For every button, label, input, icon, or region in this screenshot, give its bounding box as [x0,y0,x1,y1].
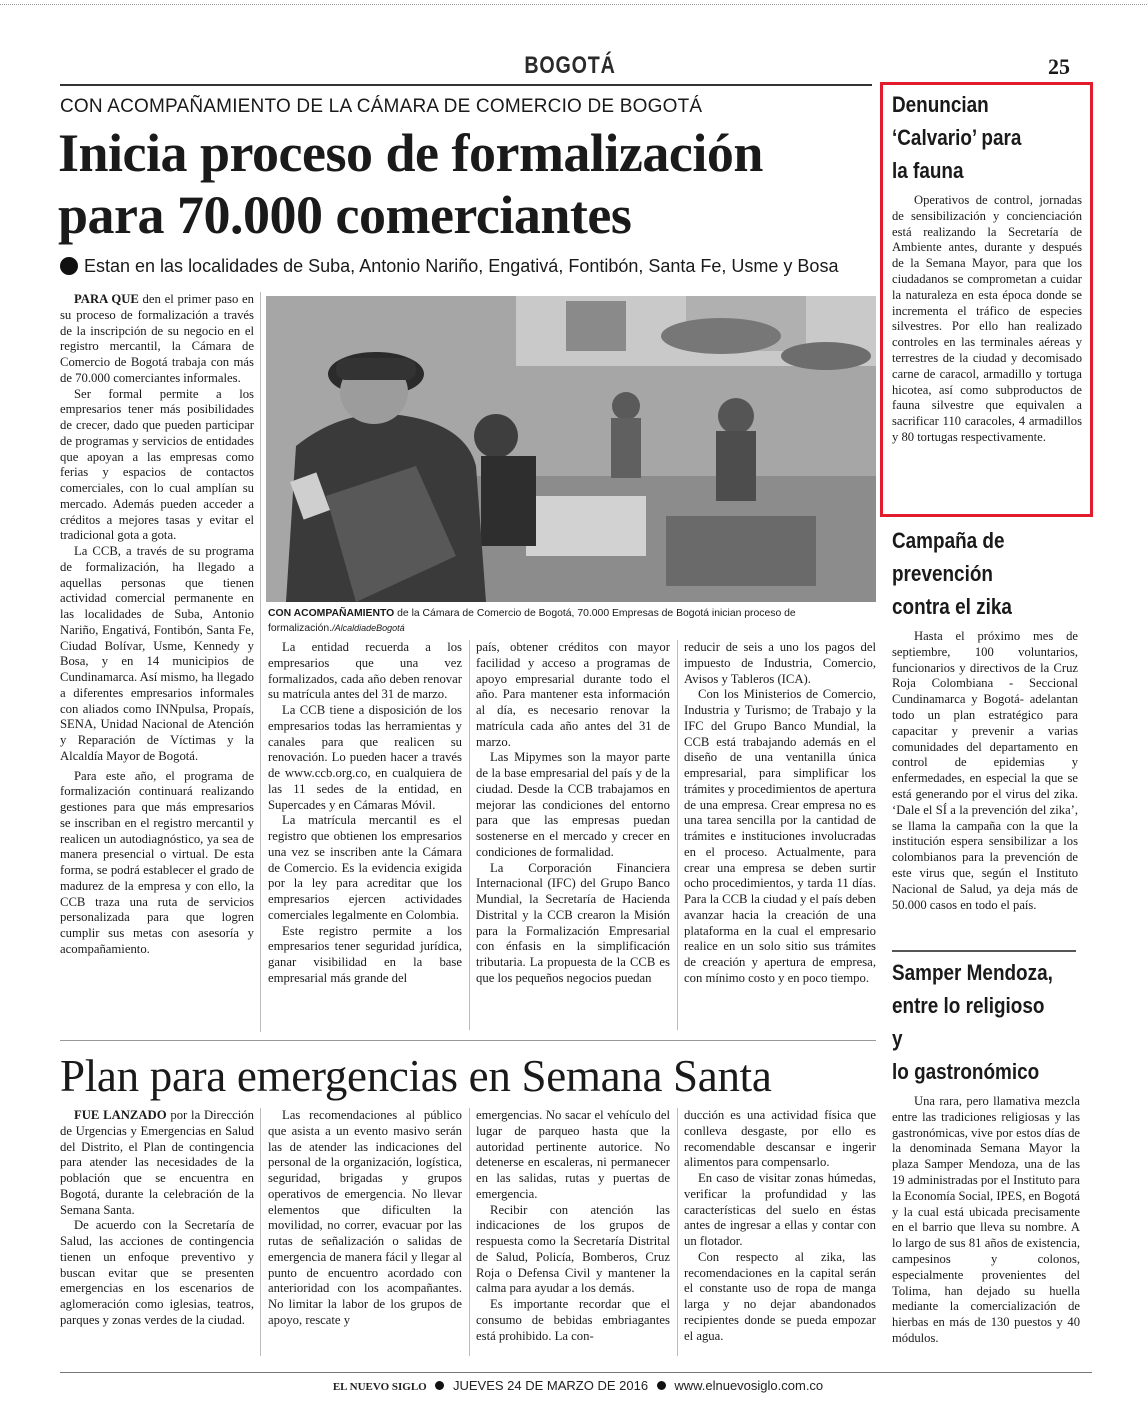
main-article-column-2 [268,640,462,987]
bullet-icon [435,1381,444,1390]
column-divider [469,1108,470,1356]
paragraph: La entidad recuerda a los empresarios que una vez formalizados, cada año deben renovar su matrícula antes del 31 de marzo. [268,640,462,702]
column-divider [677,1108,678,1356]
website-url: www.elnuevosiglo.com.co [674,1378,824,1393]
top-edge-rule [0,4,1147,5]
paragraph: La Corporación Financiera Internacional (IFC) del Grupo Banco Mundial, la Secretaría de Hacienda Distrital y la CCB crearon la Misión para la Formalización Empresarial con énfasis en la simplificación tributaria. La propuesta de la CCB es que los pequeños negocios puedan [476,860,670,985]
photo-caption [268,606,874,636]
article-separator [60,1040,876,1041]
paragraph: país, obtener créditos con mayor facilidad y acceso a programas de apoyo empresarial durante todo el año. Para mantener esta información al día, es necesario renovar la matrícula cada año antes del 31 de marzo. [476,640,670,749]
paragraph: Ser formal permite a los empresarios tener más posibilidades de crecer, dado que pueden participar de programas y servicios de entidades que apoyan a las empresas como ferias y espacios de contactos comerciales, con lo cual amplían su mercado. Además pueden acceder a créditos a mejores tasas y evitar el tradicional gota a gota. [60,386,254,543]
subhead-text: Estan en las localidades de Suba, Antonio Nariño, Engativá, Fontibón, Santa Fe, Usme y Bosa [84,256,839,276]
paragraph: De acuerdo con la Secretaría de Salud, las acciones de contingencia tienen un enfoque preventivo y buscan evitar que se presenten emergencias en los escenarios de aglomeración como iglesias, teatros, parques y zonas verdes de la ciudad. [60,1218,254,1327]
paragraph: PARA QUE den el primer paso en su proceso de formalización a través de la inscripción de su negocio en el registro mercantil, la Cámara de Comercio de Bogotá trabaja con más de 70.000 comerciantes informales. [60,292,254,385]
paragraph: FUE LANZADO por la Dirección de Urgencias y Emergencias en Salud del Distrito, el Plan de contingencia para atender las necesidades de la población que se encuentra en Bogotá, durante la celebración de la Semana Santa. [60,1108,254,1217]
paragraph: Para este año, el programa de formalización continuará realizando gestiones para que más empresarios se inscriban en el registro mercantil y realicen un autodiagnóstico, ya sea de manera presencial o virtual. De esta forma, se podrá establecer el grado de madurez de la empresa y con ello, la CCB traza una ruta de servicios personalizada para que logren cumplir sus metas con asesoría y acompañamiento. [60,768,254,956]
sidebar-story-body: Una rara, pero llamativa mezcla entre las tradiciones religiosas y las gastronómicas, vive por estos días de la denominada Semana Mayor la plaza Samper Mendoza, una de las 19 administradas por el Instituto para la Economía Social, IPES, en Bogotá y la cual está ubicada precisamente en el barrio que lleva su nombre. A lo largo de sus 81 años de existencia, campesinos y colonos, especialmente provenientes del Tolima, han dejado su huella mediante la comercialización de hierbas en más de 130 puestos y 40 módulos. [892,1094,1080,1345]
second-article-headline: Plan para emergencias en Semana Santa [60,1051,772,1101]
sidebar-rule [892,950,1076,952]
lead-in: PARA QUE [74,292,139,306]
main-article-column-3 [476,640,670,987]
market-photo [266,296,876,602]
sidebar-story-samper-mendoza [892,956,1080,1347]
page-number: 25 [1048,54,1070,79]
footer-rule [60,1372,1092,1373]
column-divider [260,1108,261,1356]
bullet-icon [657,1381,666,1390]
newspaper-brand: EL NUEVO SIGLO [332,1381,427,1393]
second-article-column-4 [684,1108,876,1344]
paragraph: Con respecto al zika, las recomendaciones en la capital serán el constante uso de ropa de manga larga y no dejar abandonados recipientes donde se pueda empozar el agua. [684,1249,876,1343]
caption-lead: CON ACOMPAÑAMIENTO [268,608,395,619]
sidebar-story-body: Hasta el próximo mes de septiembre, 100 voluntarios, funcionarios y directivos de la Cruz Roja Colombiana - Seccional Cundinamarca y Bogotá- adelantan todo un plan estratégico para capacitar y prevenir a varias comunidades del departamento en control de epidemias y enfermedades, en especial la que se está generando por el virus del zika. ‘Dale el SÍ a la prevención del zika’, se llama la campaña con la que la institución espera sensibilizar a los colombianos para la prevención de este virus que, según el Instituto Nacional de Salud, ya deja más de 50.000 casos en todo el país. [892,629,1078,912]
paragraph: Las Mipymes son la mayor parte de la base empresarial del país y de la ciudad. Desde la CCB trabajamos en mejorar las condiciones del entorno para que las empresas puedan sostenerse en el mercado y crecer en condiciones de formalidad. [476,750,670,859]
header-rule [60,84,872,86]
main-article-column-1 [60,292,254,958]
lead-in: FUE LANZADO [74,1108,167,1122]
column-divider [260,292,261,1032]
sidebar-story-body: Operativos de control, jornadas de sensibilización y concienciación está realizando la Secretaría de Ambiente antes, durante y después de la Semana Mayor, para que los ciudadanos se comprometan a cuidar la naturaleza en esta época donde se incrementa el tráfico de especies silvestres. Por ello han realizado controles en las terminales aéreas y terrestres de la ciudad y decomisado carne de caracol, armadillo y tortuga hicotea, así como subproductos de fauna silvestre que equivalen a sacrificar 110 caracoles, 4 armadillos y 80 tortugas respectivamente. [892,193,1082,444]
sidebar-story-title: Denuncian ‘Calvario’ para la fauna [892,92,1022,183]
main-article-kicker: CON ACOMPAÑAMIENTO DE LA CÁMARA DE COMERCIO DE BOGOTÁ [60,96,703,117]
sidebar-story-title: Samper Mendoza, entre lo religioso y lo gastronómico [892,960,1053,1084]
paragraph: Es importante recordar que el consumo de bebidas embriagantes está prohibido. La con- [476,1297,670,1343]
publication-date: JUEVES 24 DE MARZO DE 2016 [452,1378,649,1393]
second-article-column-2 [268,1108,462,1329]
main-article-headline [58,122,888,246]
main-article-column-4 [684,640,876,987]
bullet-icon [60,257,78,275]
paragraph: La matrícula mercantil es el registro que obtienen los empresarios una vez se inscriben ante la Cámara de Comercio. Es la evidencia exigida por la ley para acreditar que los empresarios ejercen actividades comerciales legalmente en Colombia. [268,813,462,922]
paragraph: Con los Ministerios de Comercio, Industria y Turismo; de Trabajo y la IFC del Grupo Banco Mundial, la CCB está trabajando además en el diseño de una ventanilla única empresarial, para simplificar los trámites y procedimientos de apertura de una empresa. Crear empresa no es una tarea sencilla por la cantidad de trámites e instituciones involucradas en el proceso. Actualmente, para crear una empresa se deben surtir ocho procedimientos, y tarda 11 días. Para la CCB la ciudad y el país deben avanzar hacia la creación de una plataforma en la cual el empresario realice en un solo sitio sus trámites de creación y apertura de empresa, con mínimo costo y en poco tiempo. [684,687,876,985]
paragraph: emergencias. No sacar el vehículo del lugar de parqueo hasta que la autoridad pertinente autorice. No detenerse en escaleras, ni permanecer en las salidas, rutas y puertas de emergencia. [476,1108,670,1201]
photo-credit: /AlcaldiadeBogotá [332,623,405,633]
sidebar-story-title: Campaña de prevención contra el zika [892,528,1012,619]
section-name: BOGOTÁ [524,52,616,79]
sidebar-story-zika [892,524,1078,913]
page-footer [318,1378,838,1393]
second-article-column-1 [60,1108,254,1329]
main-headline-line1: Inicia proceso de formalización [58,123,763,183]
paragraph: Este registro permite a los empresarios tener seguridad jurídica, ganar visibilidad en la base empresarial más grande del [268,923,462,985]
column-divider [469,640,470,1030]
main-article-subhead [60,256,890,277]
market-scene-illustration [266,296,876,602]
paragraph: ducción es una actividad física que conlleva desgaste, por ello es recomendable descansar e ingerir alimentos para compensarlo. [684,1108,876,1170]
paragraph: Recibir con atención las indicaciones de los grupos de respuesta como la Secretaría Distrital de Salud, Policía, Bomberos, Cruz Roja o Defensa Civil y mantener la calma para ayudar a los demás. [476,1202,670,1296]
main-headline-line2: para 70.000 comerciantes [58,185,632,245]
column-divider [677,640,678,1030]
sidebar-story-fauna [892,88,1082,446]
paragraph: reducir de seis a uno los pagos del impuesto de Industria, Comercio, Avisos y Tableros (ICA). [684,640,876,686]
paragraph: En caso de visitar zonas húmedas, verificar la profundidad y las características del suelo en éstas antes de ingresar a ellas y contar con un flotador. [684,1171,876,1248]
paragraph: La CCB, a través de su programa de formalización, ha llegado a aquellas personas que tienen actividad comercial permanente en las localidades de Suba, Antonio Nariño, Engativá, Fontibón, Santa Fe, Ciudad Bolívar, Usme, Kennedy y Bosa, y en 14 municipios de Cundinamarca. Así mismo, ha llegado a diferentes empresarios informales con aliados como INNpulsa, Propaís, SENA, Unidad Nacional de Atención y Reparación de Víctimas y la Alcaldía Mayor de Bogotá. [60,544,254,763]
second-article-column-3 [476,1108,670,1344]
caption-text: de la Cámara de Comercio de Bogotá, 70.000 Empresas de Bogotá inician proceso de formalización. [268,608,796,634]
paragraph: Las recomendaciones al público que asista a un evento masivo serán las de atender las indicaciones del personal de la organización, logística, seguridad, brigadas y grupos operativos de emergencia. No llevar elementos que dificulten la movilidad, no correr, evacuar por las rutas de señalización o salidas de emergencia de manera fácil y llegar al punto de encuentro acordado con anterioridad con los acompañantes. No limitar la labor de los grupos de apoyo, rescate y [268,1108,462,1327]
paragraph: La CCB tiene a disposición de los empresarios todas las herramientas y canales para que realicen su renovación. Lo pueden hacer a través de www.ccb.org.co, en cualquiera de las 11 sedes de la entidad, en Supercades y en Cámaras Móvil. [268,703,462,812]
